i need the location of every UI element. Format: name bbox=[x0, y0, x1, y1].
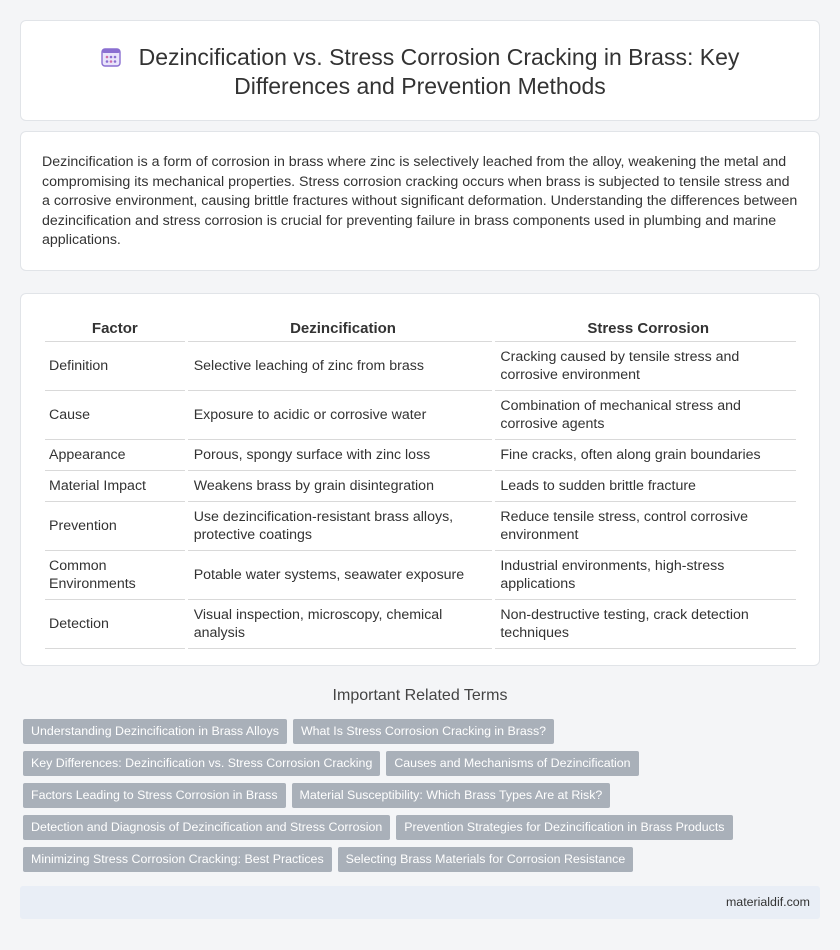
table-row bbox=[45, 440, 796, 471]
tag-row bbox=[23, 783, 823, 815]
row-stress-corrosion: Cracking caused by tensile stress and corrosive environment bbox=[495, 342, 796, 391]
page-title-text: Dezincification vs. Stress Corrosion Cracking in Brass: Key Differences and Prevention Methods bbox=[138, 44, 740, 99]
table-row bbox=[45, 471, 796, 502]
related-term-link[interactable]: Understanding Dezincification in Brass Alloys bbox=[23, 719, 287, 744]
comparison-table bbox=[42, 315, 799, 649]
row-stress-corrosion: Non-destructive testing, crack detection techniques bbox=[495, 600, 796, 649]
intro-paragraph: Dezincification is a form of corrosion in brass where zinc is selectively leached from the alloy, weakening the metal and compromising its mechanical properties. Stress corrosion cracking occurs when brass is subjected to tensile stress and a corrosive environment, causing brittle fractures without significant deformation. Understanding the differences between dezincification and stress corrosion is crucial for preventing failure in brass components used in plumbing and marine applications. bbox=[42, 154, 798, 248]
row-stress-corrosion: Leads to sudden brittle fracture bbox=[495, 471, 796, 502]
row-dezincification: Potable water systems, seawater exposure bbox=[188, 551, 493, 600]
related-term-link[interactable]: Minimizing Stress Corrosion Cracking: Best Practices bbox=[23, 847, 332, 872]
row-factor: Cause bbox=[45, 391, 185, 440]
row-factor: Common Environments bbox=[45, 551, 185, 600]
tag-row bbox=[23, 719, 823, 751]
row-factor: Prevention bbox=[45, 502, 185, 551]
row-dezincification: Porous, spongy surface with zinc loss bbox=[188, 440, 493, 471]
table-row bbox=[45, 551, 796, 600]
row-factor: Appearance bbox=[45, 440, 185, 471]
intro-card bbox=[20, 131, 820, 271]
row-dezincification: Use dezincification-resistant brass alloys, protective coatings bbox=[188, 502, 493, 551]
footer-bar bbox=[20, 886, 820, 919]
table-row bbox=[45, 391, 796, 440]
row-stress-corrosion: Fine cracks, often along grain boundaries bbox=[495, 440, 796, 471]
tag-row bbox=[23, 815, 823, 847]
row-dezincification: Exposure to acidic or corrosive water bbox=[188, 391, 493, 440]
header-dezincification: Dezincification bbox=[188, 315, 493, 342]
row-stress-corrosion: Industrial environments, high-stress applications bbox=[495, 551, 796, 600]
related-term-link[interactable]: Factors Leading to Stress Corrosion in Brass bbox=[23, 783, 286, 808]
related-term-link[interactable]: Material Susceptibility: Which Brass Types Are at Risk? bbox=[292, 783, 611, 808]
row-factor: Definition bbox=[45, 342, 185, 391]
related-term-link[interactable]: Prevention Strategies for Dezincification in Brass Products bbox=[396, 815, 732, 840]
header-factor: Factor bbox=[45, 315, 185, 342]
header-card bbox=[20, 20, 820, 121]
page-title bbox=[51, 43, 789, 101]
table-row bbox=[45, 502, 796, 551]
related-term-link[interactable]: Key Differences: Dezincification vs. Stress Corrosion Cracking bbox=[23, 751, 380, 776]
tag-row bbox=[23, 751, 823, 783]
related-terms-list bbox=[23, 719, 823, 879]
related-term-link[interactable]: Causes and Mechanisms of Dezincification bbox=[386, 751, 638, 776]
tag-row bbox=[23, 847, 823, 879]
table-row bbox=[45, 342, 796, 391]
header-stress-corrosion: Stress Corrosion bbox=[495, 315, 796, 342]
related-terms-heading: Important Related Terms bbox=[332, 687, 508, 704]
row-dezincification: Selective leaching of zinc from brass bbox=[188, 342, 493, 391]
table-header-row bbox=[45, 315, 796, 342]
site-link[interactable]: materialdif.com bbox=[725, 895, 810, 909]
related-term-link[interactable]: What Is Stress Corrosion Cracking in Brass? bbox=[293, 719, 554, 744]
row-stress-corrosion: Combination of mechanical stress and corrosive agents bbox=[495, 391, 796, 440]
related-term-link[interactable]: Selecting Brass Materials for Corrosion Resistance bbox=[338, 847, 634, 872]
comparison-card bbox=[20, 293, 820, 666]
table-row bbox=[45, 600, 796, 649]
calendar-grid-icon bbox=[101, 47, 121, 67]
row-factor: Material Impact bbox=[45, 471, 185, 502]
row-factor: Detection bbox=[45, 600, 185, 649]
row-dezincification: Visual inspection, microscopy, chemical analysis bbox=[188, 600, 493, 649]
row-stress-corrosion: Reduce tensile stress, control corrosive environment bbox=[495, 502, 796, 551]
related-term-link[interactable]: Detection and Diagnosis of Dezincification and Stress Corrosion bbox=[23, 815, 390, 840]
row-dezincification: Weakens brass by grain disintegration bbox=[188, 471, 493, 502]
